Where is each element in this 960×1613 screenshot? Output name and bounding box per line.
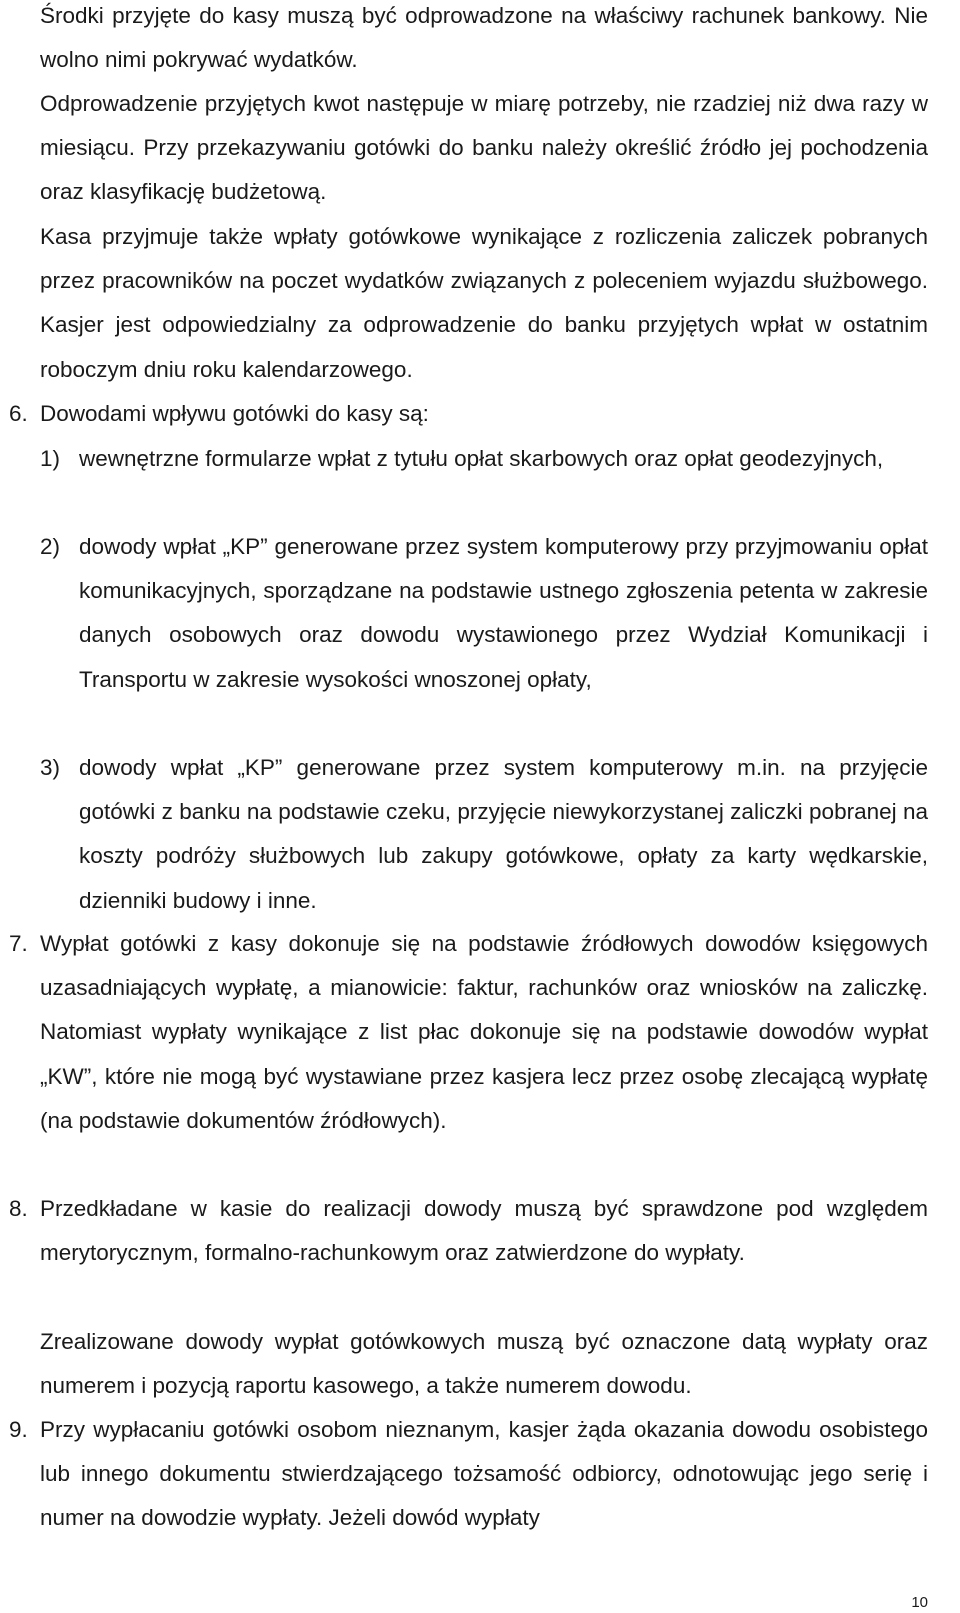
item-8-number: 8.: [9, 1196, 28, 1221]
item-7-number: 7.: [9, 931, 28, 956]
item-9-number: 9.: [9, 1417, 28, 1442]
item-8-text-continued: Zrealizowane dowody wypłat gotówkowych muszą być oznaczone datą wypłaty oraz numerem i pozycją raportu kasowego, a także numerem dowodu.: [40, 1329, 928, 1399]
item-9-text: Przy wypłacaniu gotówki osobom nieznanym, kasjer żąda okazania dowodu osobistego lub innego dokumentu stwierdzającego tożsamość odbiorcy, odnotowując jego serię i numer na dowodzie wypłaty. Jeżeli dowód wypłaty: [40, 1417, 928, 1531]
subitem-1-text: wewnętrzne formularze wpłat z tytułu opłat skarbowych oraz opłat geodezyjnych,: [79, 446, 884, 471]
subitem-2-number: 2): [40, 534, 61, 559]
item-7-text: Wypłat gotówki z kasy dokonuje się na podstawie źródłowych dowodów księgowych uzasadniających wypłatę, a mianowicie: faktur, rachunków oraz wniosków na zaliczkę. Natomiast wypłaty wynikające z list płac dokonuje się na podstawie dowodów wypłat „KW”, które nie mogą być wystawiane przez kasjera lecz przez osobę zlecającą wypłatę (na podstawie dokumentów źródłowych).: [40, 931, 928, 1133]
subitem-3-text: dowody wpłat „KP” generowane przez system komputerowy m.in. na przyjęcie gotówki z banku na podstawie czeku, przyjęcie niewykorzystanej zaliczki pobranej na koszty podróży służbowych lub zakupy gotówkowe, opłaty za karty wędkarskie, dzienniki budowy i inne.: [79, 755, 928, 913]
subitem-2-text: dowody wpłat „KP” generowane przez system komputerowy przy przyjmowaniu opłat komunikacyjnych, sporządzane na podstawie ustnego zgłoszenia petenta w zakresie danych osobowych oraz dowodu wystawionego przez Wydział Komunikacji i Transportu w zakresie wysokości wnoszonej opłaty,: [79, 534, 928, 692]
item-6-number: 6.: [9, 401, 28, 426]
subitem-3-number: 3): [40, 755, 61, 780]
paragraph-cash-deposit: Środki przyjęte do kasy muszą być odprowadzone na właściwy rachunek bankowy. Nie wolno nimi pokrywać wydatków.: [40, 3, 928, 73]
item-6-text: Dowodami wpływu gotówki do kasy są:: [40, 401, 429, 426]
paragraph-bank-transfer: Odprowadzenie przyjętych kwot następuje w miarę potrzeby, nie rzadziej niż dwa razy w miesiącu. Przy przekazywaniu gotówki do banku należy określić źródło jej pochodzenia oraz klasyfikację budżetową.: [40, 91, 928, 205]
paragraph-advance-settlement: Kasa przyjmuje także wpłaty gotówkowe wynikające z rozliczenia zaliczek pobranych przez pracowników na poczet wydatków związanych z poleceniem wyjazdu służbowego. Kasjer jest odpowiedzialny za odprowadzenie do banku przyjętych wpłat w ostatnim roboczym dniu roku kalendarzowego.: [40, 224, 928, 382]
subitem-1-number: 1): [40, 446, 61, 471]
item-8-text: Przedkładane w kasie do realizacji dowody muszą być sprawdzone pod względem merytorycznym, formalno-rachunkowym oraz zatwierdzone do wypłaty.: [40, 1196, 928, 1266]
page-number: 10: [911, 1594, 928, 1611]
